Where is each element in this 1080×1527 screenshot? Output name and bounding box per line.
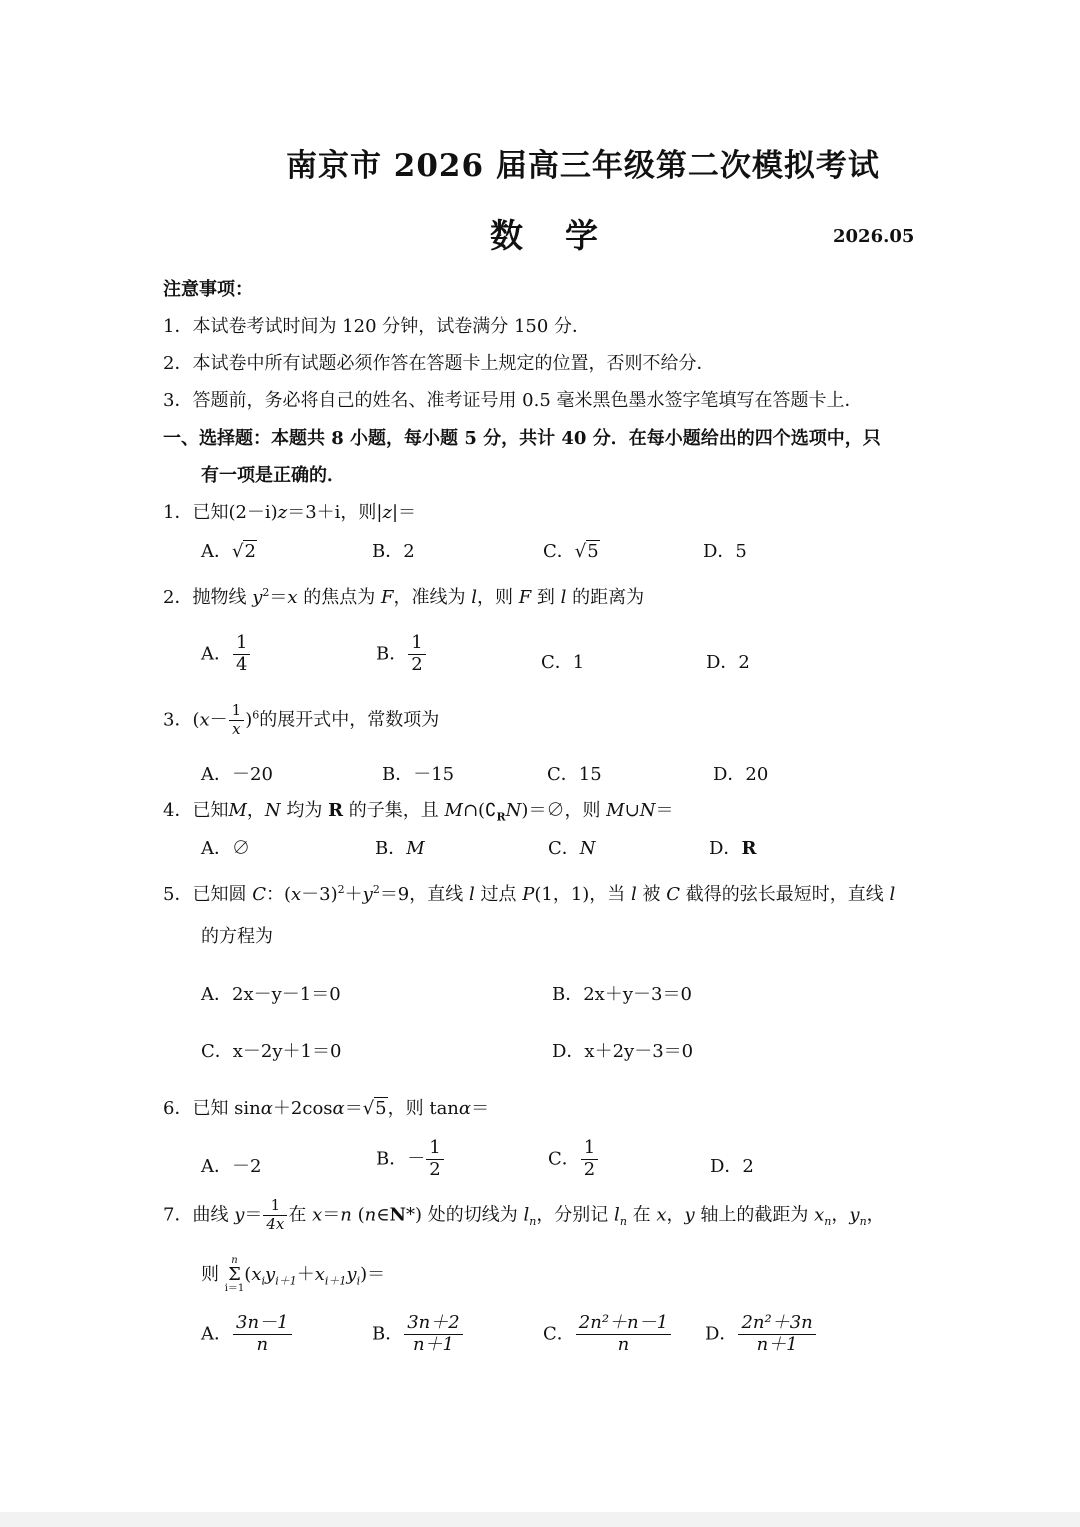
fraction (738, 1314, 815, 1355)
q4-option-c (548, 834, 596, 860)
section-heading-line-1: 一、选择题：本题共 8 小题，每小题 5 分，共计 40 分．在每小题给出的四个选项中，只 (163, 428, 881, 449)
exponent: 6 (252, 708, 260, 722)
subscript-R: R (496, 810, 506, 824)
numerator: 1 (229, 703, 245, 721)
q2-option-c: C．1 (541, 652, 585, 673)
q7-text: 曲线 (192, 1204, 235, 1226)
fraction (581, 1139, 598, 1180)
q5-text: ：( (265, 884, 291, 905)
subscript-n: n (859, 1214, 867, 1228)
q2-text: ，准线为 (393, 587, 472, 608)
q7-text: ＝ (322, 1204, 341, 1226)
q7-text: ，分别记 (536, 1204, 615, 1226)
option-label: A． (201, 541, 232, 562)
var-x: x (314, 1264, 325, 1285)
q2-option-d: D．2 (706, 652, 750, 673)
q1-text: |＝ (391, 502, 417, 523)
option-label: C． (548, 1148, 580, 1170)
q5-line-2: 的方程为 (201, 926, 273, 947)
question-number: 5． (163, 884, 193, 905)
q7-text: ， (666, 1204, 685, 1226)
q5-option-a: A．2x－y－1＝0 (201, 984, 341, 1005)
exponent: 2 (262, 586, 270, 599)
q4-text: )＝∅，则 (521, 800, 607, 821)
var-y: y (849, 1204, 860, 1226)
q7-text: ， (831, 1204, 850, 1226)
subscript-i: i (261, 1274, 266, 1288)
fraction (233, 1314, 292, 1355)
q4-text: 均为 (280, 800, 329, 821)
q5-text: 已知圆 (192, 884, 253, 905)
var-l: l (889, 884, 896, 905)
q5-text: 截得的弦长最短时，直线 (680, 884, 890, 905)
exponent: 2 (372, 883, 380, 896)
option-label: C． (543, 1323, 575, 1345)
q1-text: 已知(2－i) (192, 502, 278, 523)
q7-option-b (372, 1314, 464, 1355)
var-l: l (614, 1204, 620, 1226)
q3-option-c: C．15 (547, 764, 602, 785)
var-x: x (199, 709, 210, 731)
numerator: 2n²＋n－1 (576, 1314, 671, 1335)
q4-text: ＝ (655, 800, 674, 821)
q6-text: ＋2cos (272, 1098, 333, 1119)
q7-text: )＝ (360, 1264, 386, 1285)
exponent: 2 (337, 883, 345, 896)
question-number: 6． (163, 1098, 193, 1119)
paren: ( (192, 709, 200, 731)
q7-text: ( (244, 1264, 252, 1285)
option-label: A． (201, 643, 232, 665)
var-N: N (639, 800, 656, 821)
q5-text: ＝9，直线 (379, 884, 469, 905)
q1-option-c (543, 537, 600, 563)
subject-title: 数学 (490, 216, 640, 255)
q7-text: ( (351, 1204, 365, 1226)
option-label: A． (201, 1323, 232, 1345)
q1-option-b: B．2 (372, 541, 415, 562)
exam-title: 南京市 2026 届高三年级第二次模拟考试 (286, 148, 880, 184)
q7-text: ＋ (296, 1264, 315, 1285)
question-6 (163, 1094, 489, 1120)
fraction (576, 1314, 671, 1355)
fraction (229, 703, 245, 738)
q5-option-b: B．2x＋y－3＝0 (552, 984, 692, 1005)
option-label: C． (543, 541, 575, 562)
var-l: l (560, 587, 567, 608)
q4-text: ∩(∁ (462, 800, 497, 821)
paren: ) (245, 709, 253, 731)
q7-text: ＝ (244, 1204, 263, 1226)
numerator: 1 (426, 1139, 443, 1160)
sigma: Σ (228, 1264, 241, 1285)
q6-text: ＝ (471, 1098, 490, 1119)
sum-lower-limit: i＝1 (224, 1283, 245, 1294)
q7-line-2 (201, 1256, 385, 1294)
var-y: y (234, 1204, 245, 1226)
q1-option-d: D．5 (703, 541, 747, 562)
notice-item-2: 2．本试卷中所有试题必须作答在答题卡上规定的位置，否则不给分． (163, 353, 715, 374)
question-1 (163, 498, 416, 524)
denominator: n＋1 (756, 1333, 798, 1355)
q6-option-b (376, 1139, 445, 1180)
denominator: 2 (429, 1158, 441, 1180)
sqrt-sign: √5 (574, 541, 599, 562)
var-alpha: α (260, 1098, 273, 1119)
var-y: y (362, 884, 373, 905)
q4-option-b (375, 834, 425, 860)
radicand: 2 (244, 541, 256, 562)
q3-option-d: D．20 (713, 764, 769, 785)
q5-text: 被 (636, 884, 667, 905)
fraction (408, 634, 425, 675)
subscript-i: i (356, 1274, 361, 1288)
question-4 (163, 796, 673, 822)
question-number: 2． (163, 587, 193, 608)
var-N: N (264, 800, 281, 821)
q5-option-d: D．x＋2y－3＝0 (552, 1041, 694, 1062)
var-x: x (287, 587, 298, 608)
var-l: l (523, 1204, 530, 1226)
q6-option-a: A．－2 (201, 1156, 262, 1177)
var-x: x (656, 1204, 667, 1226)
denominator: 4x (266, 1214, 285, 1233)
fraction (404, 1314, 463, 1355)
fraction (426, 1139, 443, 1180)
q3-text: 的展开式中，常数项为 (259, 709, 440, 731)
var-x: x (312, 1204, 323, 1226)
denominator: n＋1 (412, 1333, 454, 1355)
q2-option-b (376, 634, 427, 675)
q6-text: ，则 tan (387, 1098, 459, 1119)
var-z: z (382, 502, 392, 523)
section-heading-line-2: 有一项是正确的． (201, 465, 345, 486)
var-l: l (631, 884, 637, 905)
denominator: n (256, 1333, 269, 1355)
question-3 (163, 703, 439, 738)
q5-text: ＋ (344, 884, 363, 905)
var-P: P (522, 884, 535, 905)
scan-edge (0, 1512, 1080, 1527)
minus-sign: － (209, 709, 228, 731)
q7-option-d (705, 1314, 817, 1355)
question-number: 3． (163, 709, 193, 731)
option-label: D． (705, 1323, 738, 1345)
var-F: F (518, 587, 532, 608)
numerator: 2n²＋3n (738, 1314, 815, 1335)
option-label: B．－ (376, 1148, 426, 1170)
var-x: x (814, 1204, 825, 1226)
var-x: x (251, 1264, 262, 1285)
numerator: 1 (233, 634, 250, 655)
q2-text: 到 (531, 587, 561, 608)
var-x: x (291, 884, 302, 905)
var-M: M (406, 838, 425, 859)
denominator: 4 (236, 653, 248, 675)
var-F: F (380, 587, 394, 608)
denominator: x (232, 719, 241, 738)
var-M: M (228, 800, 247, 821)
option-label: D． (709, 838, 742, 859)
q7-text: 在 (626, 1204, 657, 1226)
q2-option-a (201, 634, 251, 675)
subscript-i-plus-1: i＋1 (275, 1274, 297, 1288)
q1-option-a (201, 537, 257, 563)
numerator: 1 (581, 1139, 598, 1160)
var-M: M (606, 800, 625, 821)
q6-text: ＝ (344, 1098, 363, 1119)
var-n: n (340, 1204, 352, 1226)
option-label: B． (376, 643, 408, 665)
var-C: C (252, 884, 266, 905)
var-l: l (469, 884, 475, 905)
var-y: y (684, 1204, 695, 1226)
q3-option-a: A．－20 (201, 764, 273, 785)
option-label: B． (375, 838, 407, 859)
numerator: 1 (408, 634, 425, 655)
q4-text: 已知 (192, 800, 229, 821)
var-y: y (265, 1264, 276, 1285)
q2-text: 抛物线 (192, 587, 253, 608)
numerator: 3n－1 (233, 1314, 292, 1335)
q7-option-a (201, 1314, 293, 1355)
set-R: R (328, 800, 344, 821)
fraction (233, 634, 250, 675)
question-number: 4． (163, 800, 193, 821)
option-label: C． (548, 838, 580, 859)
q7-text: 则 (201, 1264, 225, 1285)
subscript-n: n (619, 1214, 627, 1228)
q4-text: ， (246, 800, 265, 821)
var-alpha: α (458, 1098, 472, 1119)
q4-option-a: A．∅ (201, 838, 250, 859)
q3-option-b: B．－15 (382, 764, 455, 785)
q6-text: 已知 sin (192, 1098, 261, 1119)
q7-text: *) 处的切线为 (405, 1204, 524, 1226)
notice-item-1: 1．本试卷考试时间为 120 分钟，试卷满分 150 分． (163, 316, 591, 337)
q7-option-c (543, 1314, 672, 1355)
var-y: y (346, 1264, 357, 1285)
q7-text: 轴上的截距为 (694, 1204, 815, 1226)
q7-text: 在 (288, 1204, 313, 1226)
subscript-n: n (824, 1214, 832, 1228)
var-y: y (252, 587, 263, 608)
q5-option-c: C．x－2y＋1＝0 (201, 1041, 342, 1062)
q4-option-d (709, 834, 756, 860)
numerator: 3n＋2 (404, 1314, 463, 1335)
q5-text: (1，1)，当 (534, 884, 632, 905)
q2-text: ＝ (269, 587, 288, 608)
q5-text: 过点 (474, 884, 523, 905)
question-number: 7． (163, 1204, 193, 1226)
q7-text: ， (866, 1204, 885, 1226)
numerator: 1 (263, 1198, 287, 1216)
subscript-n: n (529, 1214, 537, 1228)
q1-text: ＝3＋i，则| (287, 502, 383, 523)
sum-sign (225, 1256, 245, 1294)
notice-heading: 注意事项： (163, 279, 253, 300)
denominator: n (617, 1333, 630, 1355)
q7-text: ∈ (376, 1204, 390, 1226)
q2-text: 的焦点为 (297, 587, 381, 608)
sqrt-sign: √5 (362, 1098, 387, 1119)
set-N: N (389, 1204, 406, 1226)
notice-item-3: 3．答题前，务必将自己的姓名、准考证号用 0.5 毫米黑色墨水签字笔填写在答题卡上． (163, 390, 863, 411)
q5-text: －3) (301, 884, 338, 905)
question-5 (163, 880, 895, 906)
question-number: 1． (163, 502, 193, 523)
sum-upper-limit: n (231, 1255, 238, 1266)
var-C: C (666, 884, 681, 905)
set-R: R (741, 838, 757, 859)
q4-text: ∪ (624, 800, 640, 821)
option-label: B． (372, 1323, 404, 1345)
q2-text: ，则 (476, 587, 519, 608)
var-l: l (471, 587, 477, 608)
question-7 (163, 1198, 885, 1233)
q6-option-c (548, 1139, 599, 1180)
var-N: N (505, 800, 522, 821)
q6-option-d: D．2 (710, 1156, 754, 1177)
var-alpha: α (332, 1098, 345, 1119)
denominator: 2 (411, 653, 423, 675)
question-2 (163, 583, 644, 609)
var-N: N (579, 838, 596, 859)
radicand: 5 (375, 1098, 387, 1119)
q2-text: 的距离为 (566, 587, 645, 608)
fraction (263, 1198, 287, 1233)
denominator: 2 (583, 1158, 596, 1180)
var-n: n (364, 1204, 377, 1226)
var-z: z (277, 502, 288, 523)
subscript-i-plus-1: i＋1 (324, 1274, 347, 1288)
radicand: 5 (587, 541, 599, 562)
q4-text: 的子集，且 (343, 800, 445, 821)
exam-date: 2026.05 (833, 226, 915, 247)
var-M: M (444, 800, 463, 821)
sqrt-sign: √2 (232, 541, 256, 562)
